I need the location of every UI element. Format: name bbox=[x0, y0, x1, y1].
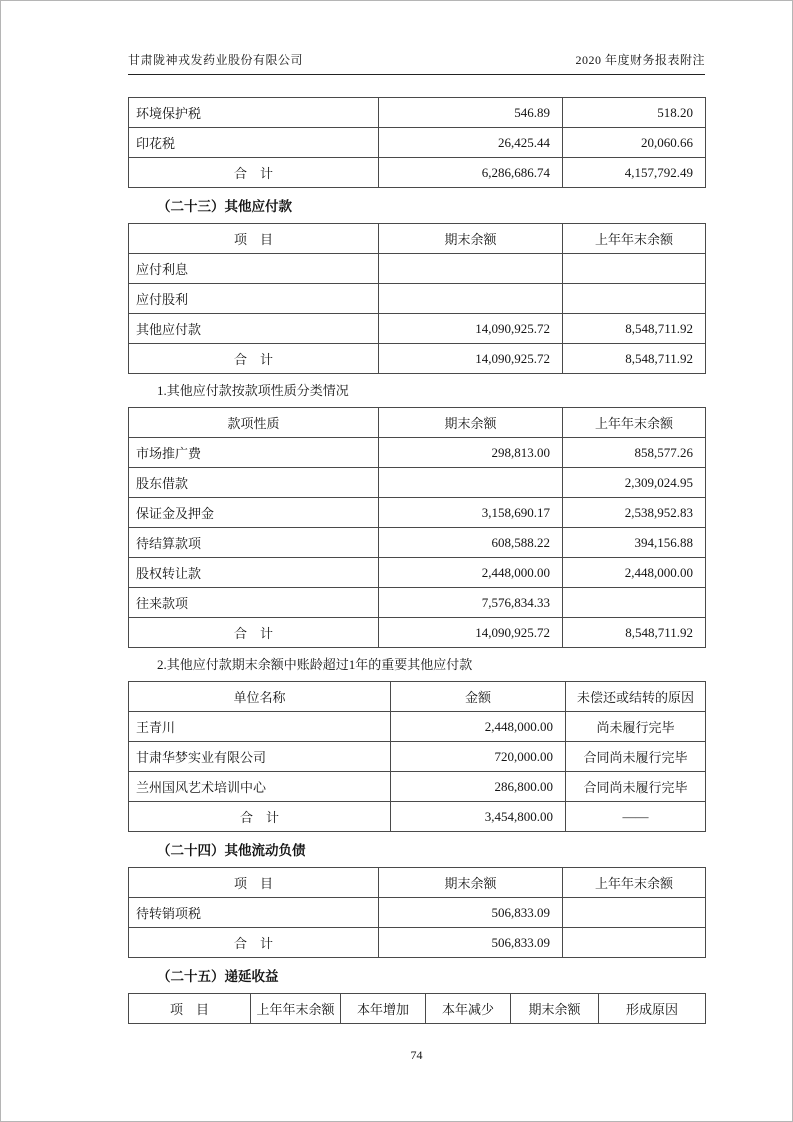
column-header: 上年年末余额 bbox=[563, 408, 706, 438]
table-cell bbox=[563, 284, 706, 314]
table-cell: 858,577.26 bbox=[563, 438, 706, 468]
table-cell: 8,548,711.92 bbox=[563, 314, 706, 344]
table-cell: 2,309,024.95 bbox=[563, 468, 706, 498]
deferred-income-table bbox=[128, 993, 706, 1024]
table-header-row bbox=[129, 994, 706, 1024]
table-cell: 14,090,925.72 bbox=[379, 618, 563, 648]
table-cell: 26,425.44 bbox=[379, 128, 563, 158]
table-cell: 环境保护税 bbox=[129, 98, 379, 128]
table-cell: 合同尚未履行完毕 bbox=[566, 742, 706, 772]
page-number: 74 bbox=[410, 1048, 423, 1062]
by-nature-table-body bbox=[129, 438, 706, 648]
table-cell: 待转销项税 bbox=[129, 898, 379, 928]
table-row bbox=[129, 158, 706, 188]
table-cell: —— bbox=[566, 802, 706, 832]
sub-heading-aged-over-one-year: 2.其他应付款期末余额中账龄超过1年的重要其他应付款 bbox=[157, 657, 473, 672]
table-header-row bbox=[129, 408, 706, 438]
table-row bbox=[129, 712, 706, 742]
table-cell: 印花税 bbox=[129, 128, 379, 158]
table-cell: 394,156.88 bbox=[563, 528, 706, 558]
column-header: 上年年末余额 bbox=[563, 868, 706, 898]
column-header: 期末余额 bbox=[379, 408, 563, 438]
table-cell: 其他应付款 bbox=[129, 314, 379, 344]
table-cell: 2,448,000.00 bbox=[563, 558, 706, 588]
table-cell: 298,813.00 bbox=[379, 438, 563, 468]
other-payables-table-body bbox=[129, 254, 706, 374]
table-cell: 待结算款项 bbox=[129, 528, 379, 558]
table-cell: 合 计 bbox=[129, 158, 379, 188]
table-cell: 尚未履行完毕 bbox=[566, 712, 706, 742]
column-header: 上年年末余额 bbox=[563, 224, 706, 254]
column-header: 期末余额 bbox=[379, 224, 563, 254]
table-cell: 608,588.22 bbox=[379, 528, 563, 558]
table-cell bbox=[563, 898, 706, 928]
table-cell: 应付股利 bbox=[129, 284, 379, 314]
table-cell: 506,833.09 bbox=[379, 928, 563, 958]
column-header: 项 目 bbox=[129, 868, 379, 898]
table-row bbox=[129, 928, 706, 958]
table-cell: 3,158,690.17 bbox=[379, 498, 563, 528]
table-cell: 7,576,834.33 bbox=[379, 588, 563, 618]
table-cell: 合 计 bbox=[129, 618, 379, 648]
table-cell bbox=[563, 588, 706, 618]
table-row bbox=[129, 284, 706, 314]
table-cell: 市场推广费 bbox=[129, 438, 379, 468]
table-row bbox=[129, 468, 706, 498]
column-header: 期末余额 bbox=[379, 868, 563, 898]
table-cell: 3,454,800.00 bbox=[391, 802, 566, 832]
other-payables-table bbox=[128, 223, 706, 374]
table-row bbox=[129, 344, 706, 374]
table-cell: 2,448,000.00 bbox=[391, 712, 566, 742]
table-row bbox=[129, 128, 706, 158]
column-header: 款项性质 bbox=[129, 408, 379, 438]
table-cell: 14,090,925.72 bbox=[379, 314, 563, 344]
table-cell: 506,833.09 bbox=[379, 898, 563, 928]
table-cell: 286,800.00 bbox=[391, 772, 566, 802]
table-row bbox=[129, 438, 706, 468]
column-header: 金额 bbox=[391, 682, 566, 712]
table-row bbox=[129, 558, 706, 588]
table-cell: 6,286,686.74 bbox=[379, 158, 563, 188]
table-header-row bbox=[129, 682, 706, 712]
table-cell: 合 计 bbox=[129, 802, 391, 832]
column-header: 项 目 bbox=[129, 994, 251, 1024]
table-cell: 8,548,711.92 bbox=[563, 618, 706, 648]
sub-heading-by-nature: 1.其他应付款按款项性质分类情况 bbox=[157, 383, 349, 398]
table-row bbox=[129, 98, 706, 128]
other-current-liabilities-table bbox=[128, 867, 706, 958]
column-header: 未偿还或结转的原因 bbox=[566, 682, 706, 712]
table-cell: 14,090,925.72 bbox=[379, 344, 563, 374]
table-row bbox=[129, 898, 706, 928]
tax-table bbox=[128, 97, 706, 188]
table-cell: 应付利息 bbox=[129, 254, 379, 284]
page-header bbox=[128, 1, 705, 75]
table-cell: 546.89 bbox=[379, 98, 563, 128]
table-row bbox=[129, 254, 706, 284]
section-heading-other-current-liabilities: （二十四）其他流动负债 bbox=[157, 843, 306, 858]
column-header: 本年减少 bbox=[426, 994, 511, 1024]
column-header: 项 目 bbox=[129, 224, 379, 254]
column-header: 期末余额 bbox=[511, 994, 599, 1024]
table-row bbox=[129, 802, 706, 832]
other-current-liabilities-table-body bbox=[129, 898, 706, 958]
tax-table-body bbox=[129, 98, 706, 188]
table-cell: 合 计 bbox=[129, 928, 379, 958]
table-row bbox=[129, 772, 706, 802]
table-cell: 王青川 bbox=[129, 712, 391, 742]
table-row bbox=[129, 528, 706, 558]
table-cell: 4,157,792.49 bbox=[563, 158, 706, 188]
column-header: 单位名称 bbox=[129, 682, 391, 712]
table-cell bbox=[563, 928, 706, 958]
table-cell: 股东借款 bbox=[129, 468, 379, 498]
table-cell: 720,000.00 bbox=[391, 742, 566, 772]
table-cell: 兰州国风艺术培训中心 bbox=[129, 772, 391, 802]
table-header-row bbox=[129, 224, 706, 254]
table-row bbox=[129, 588, 706, 618]
column-header: 形成原因 bbox=[599, 994, 706, 1024]
page-content bbox=[128, 1, 705, 1063]
table-cell: 合 计 bbox=[129, 344, 379, 374]
table-cell: 甘肃华梦实业有限公司 bbox=[129, 742, 391, 772]
by-nature-table bbox=[128, 407, 706, 648]
document-title: 2020 年度财务报表附注 bbox=[575, 53, 705, 67]
table-cell: 往来款项 bbox=[129, 588, 379, 618]
table-cell: 股权转让款 bbox=[129, 558, 379, 588]
column-header: 上年年末余额 bbox=[251, 994, 341, 1024]
table-row bbox=[129, 618, 706, 648]
aged-payables-table-body bbox=[129, 712, 706, 832]
table-row bbox=[129, 742, 706, 772]
table-cell: 2,538,952.83 bbox=[563, 498, 706, 528]
section-heading-deferred-income: （二十五）递延收益 bbox=[157, 969, 279, 984]
table-row bbox=[129, 314, 706, 344]
table-cell: 保证金及押金 bbox=[129, 498, 379, 528]
table-cell: 2,448,000.00 bbox=[379, 558, 563, 588]
table-cell: 20,060.66 bbox=[563, 128, 706, 158]
aged-payables-table bbox=[128, 681, 706, 832]
company-name: 甘肃陇神戎发药业股份有限公司 bbox=[128, 53, 304, 67]
table-cell bbox=[379, 468, 563, 498]
section-heading-other-payables: （二十三）其他应付款 bbox=[157, 199, 292, 214]
table-cell bbox=[563, 254, 706, 284]
table-row bbox=[129, 498, 706, 528]
table-cell: 518.20 bbox=[563, 98, 706, 128]
table-cell: 8,548,711.92 bbox=[563, 344, 706, 374]
table-header-row bbox=[129, 868, 706, 898]
table-cell bbox=[379, 254, 563, 284]
table-cell bbox=[379, 284, 563, 314]
column-header: 本年增加 bbox=[341, 994, 426, 1024]
table-cell: 合同尚未履行完毕 bbox=[566, 772, 706, 802]
